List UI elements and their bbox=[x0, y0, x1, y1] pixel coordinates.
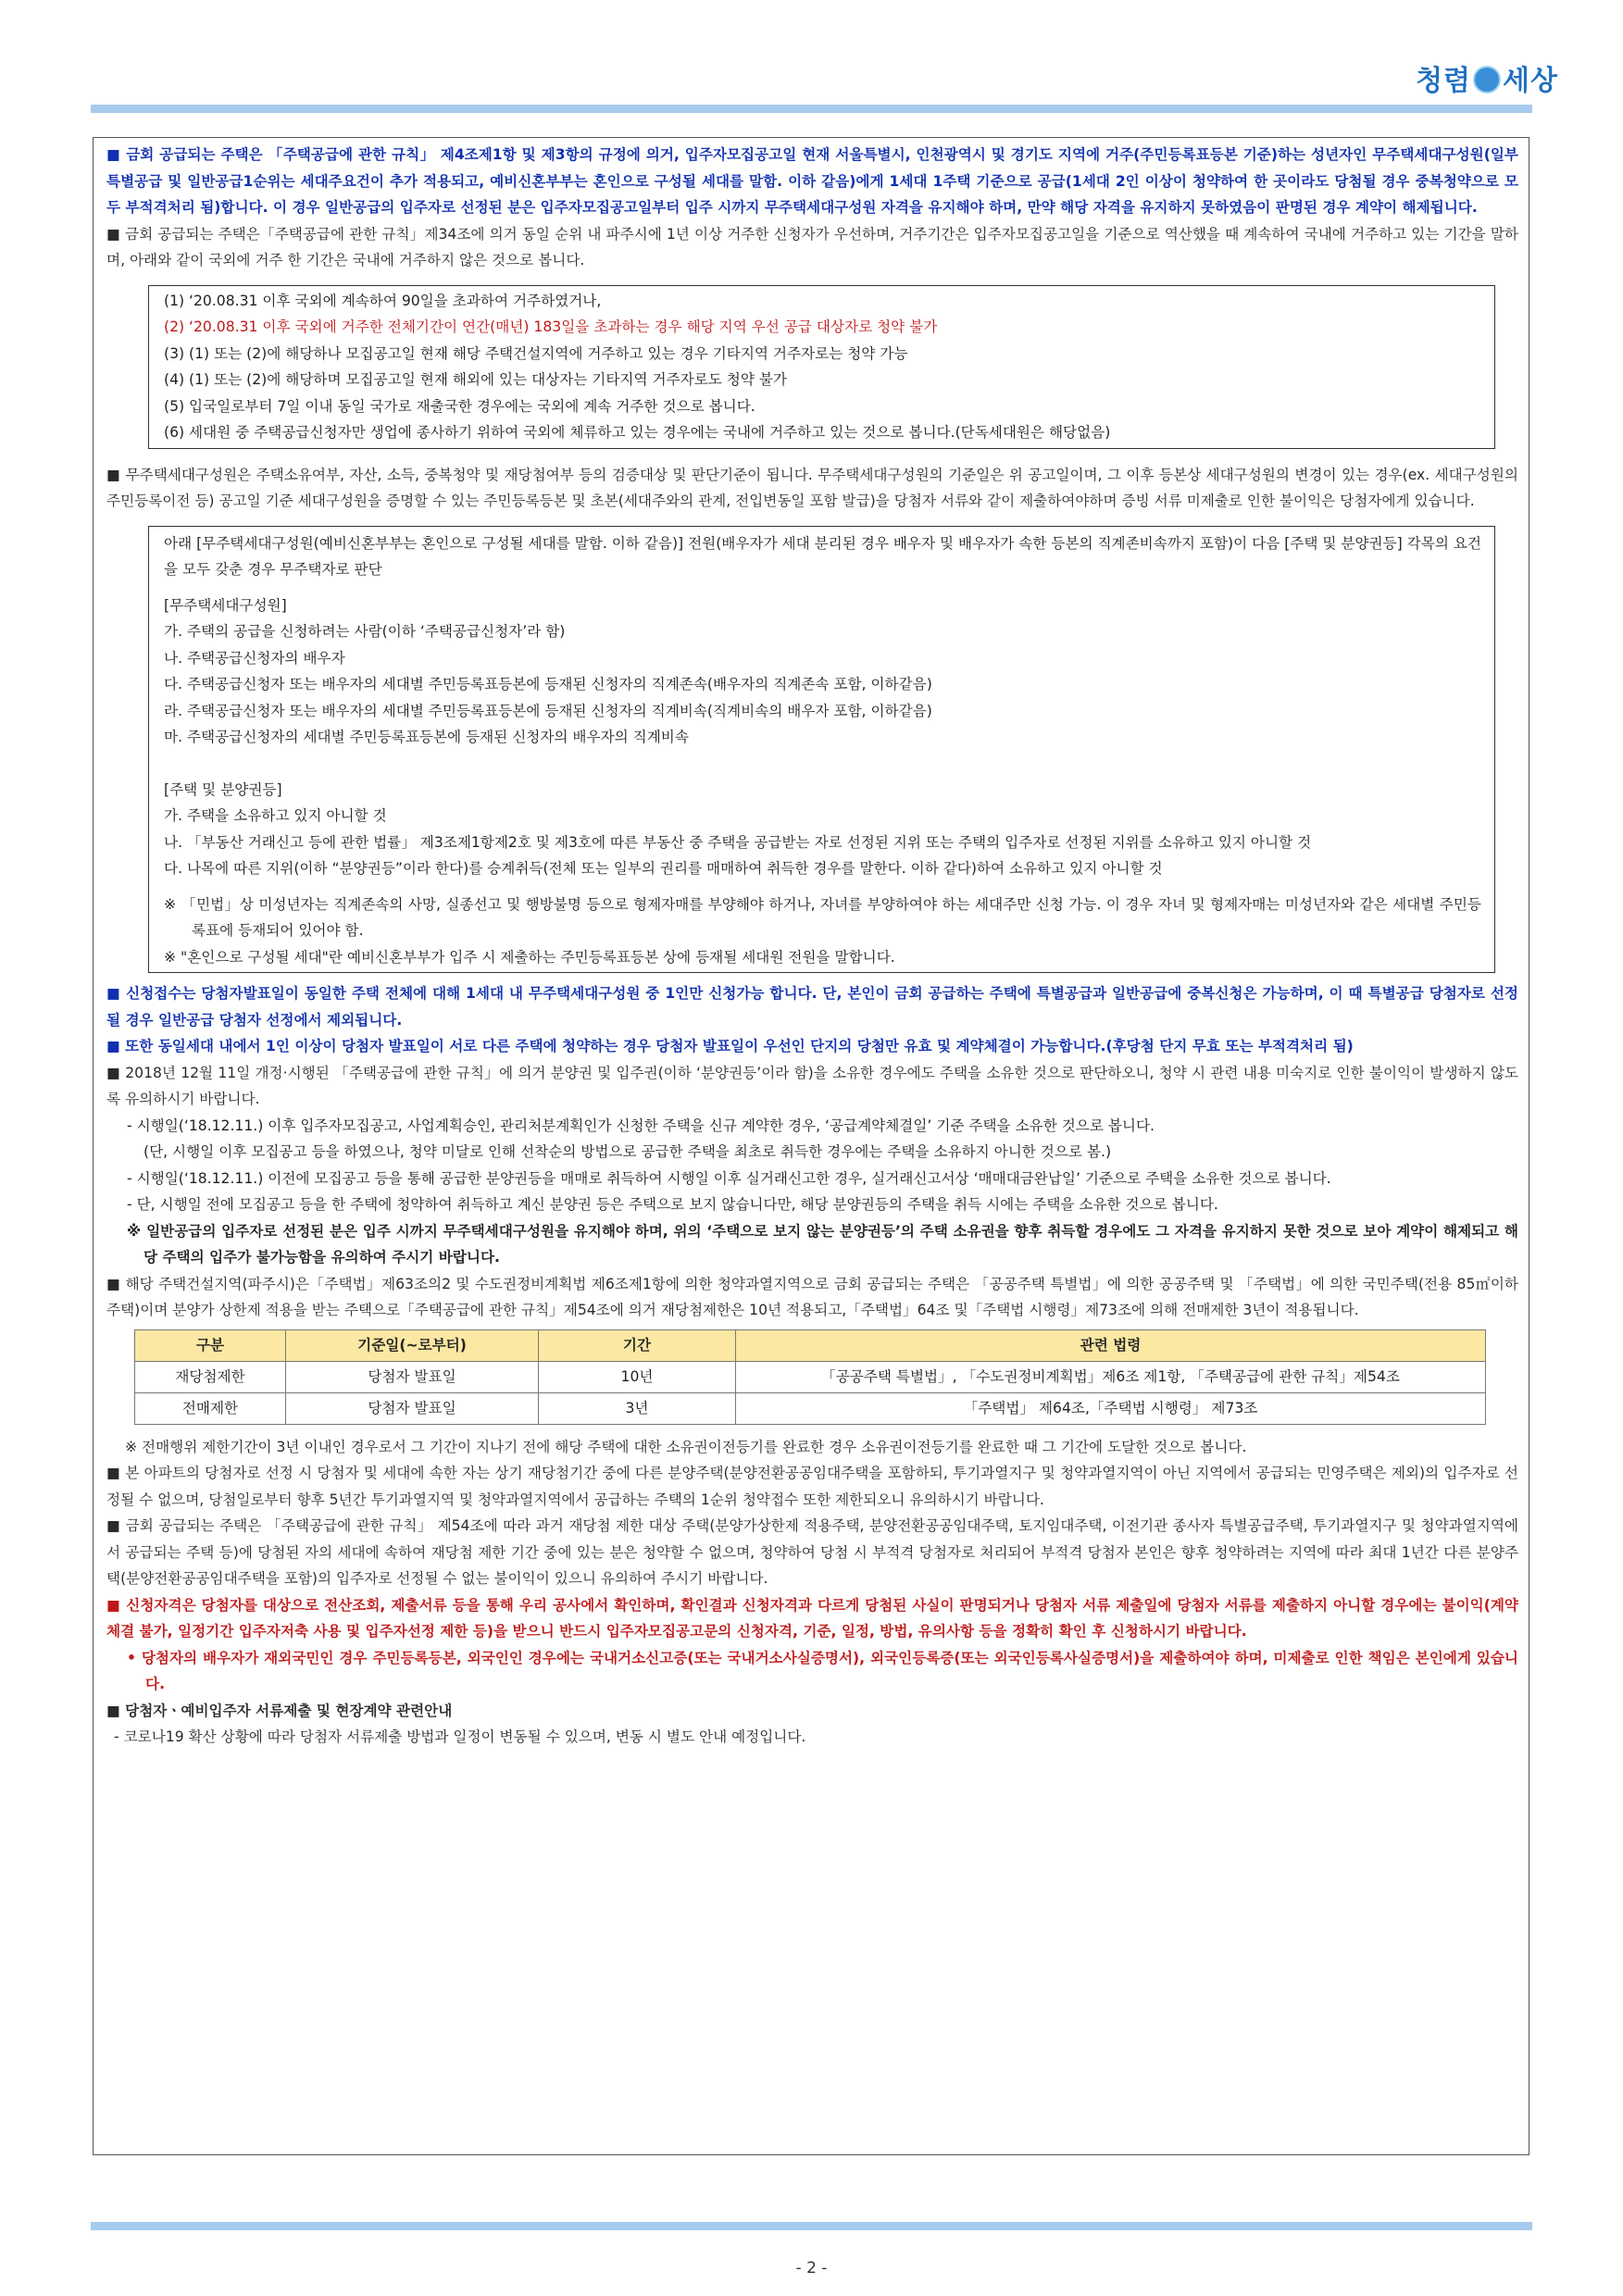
table-header: 관련 법령 bbox=[736, 1329, 1486, 1361]
homeless-criteria-box bbox=[148, 526, 1495, 974]
table-cell: 3년 bbox=[539, 1392, 736, 1424]
notice-restrictions: ■ 해당 주택건설지역(파주시)은「주택법」제63조의2 및 수도권정비계획법 제6조제1항에 의한 청약과열지역으로 금회 공급되는 주택은 「공공주택 특별법」에 의한 공공주택 및 「주택법」에 의한 국민주택(전용 85㎡이하 주택)이며 분양가 상한제 적용을 받는 주택으로「주택공급에 관한 규칙」제54조에 의거 재당첨제한은 10년 적용되고,「주택법」64조 및「주택법 시행령」제73조에 의해 전매제한 3년이 적용됩니다. bbox=[106, 1275, 1518, 1318]
box-line: (3) (1) 또는 (2)에 해당하나 모집공고일 현재 해당 주택건설지역에 거주하고 있는 경우 기타지역 거주자로는 청약 가능 bbox=[164, 344, 908, 362]
criteria-item: 마. 주택공급신청자의 세대별 주민등록표등본에 등재된 신청자의 배우자의 직계비속 bbox=[164, 729, 689, 745]
page-number: - 2 - bbox=[795, 2259, 828, 2277]
table-cell: 당첨자 발표일 bbox=[286, 1361, 539, 1392]
criteria-item: 가. 주택을 소유하고 있지 아니할 것 bbox=[164, 807, 387, 824]
notice-contract-item: - 코로나19 확산 상황에 따라 당첨자 서류제출 방법과 일정이 변동될 수 있으며, 변동 시 별도 안내 예정입니다. bbox=[114, 1728, 806, 1745]
notice-spouse-documents: • 당첨자의 배우자가 재외국민인 경우 주민등록등본, 외국인인 경우에는 국내거소신고증(또는 국내거소사실증명서), 외국인등록증(또는 외국인등록사실증명서)을 제출하여야 하며, 미제출로 인한 책임은 본인에게 있습니다. bbox=[127, 1649, 1518, 1692]
presale-item: - 단, 시행일 전에 모집공고 등을 한 주택에 청약하여 취득하고 계신 분양권 등은 주택으로 보지 않습니다만, 해당 분양권등의 주택을 취득 시에는 주택을 소유한 것으로 봅니다. bbox=[127, 1196, 1218, 1213]
table-header: 구분 bbox=[135, 1329, 286, 1361]
logo-emblem-icon bbox=[1473, 66, 1501, 94]
notice-past-winners: ■ 금회 공급되는 주택은 「주택공급에 관한 규칙」 제54조에 따라 과거 재당첨 제한 대상 주택(분양가상한제 적용주택, 분양전환공공임대주택, 토지임대주택, 이전기관 종사자 특별공급주택, 투기과열지구 및 청약과열지역에서 공급되는 주택 등)에 당첨된 자의 세대에 속하여 재당첨 제한 기간 중에 있는 분은 청약할 수 없으며, 청약하여 당첨 시 부적격 당첨자로 처리되어 부적격 당첨자 본인은 향후 청약하려는 지역에 따라 최대 1년간 다른 분양주택(분양전환공공임대주택을 포함)의 입주자로 선정될 수 없는 불이익이 있으니 유의하여 주시기 바랍니다. bbox=[106, 1517, 1518, 1587]
criteria-item: 라. 주택공급신청자 또는 배우자의 세대별 주민등록표등본에 등재된 신청자의 직계비속(직계비속의 배우자 포함, 이하같음) bbox=[164, 702, 932, 719]
overseas-residence-box bbox=[148, 285, 1495, 449]
criteria-item: 다. 주택공급신청자 또는 배우자의 세대별 주민등록표등본에 등재된 신청자의 직계존속(배우자의 직계존속 포함, 이하같음) bbox=[164, 676, 932, 693]
presale-rights-list bbox=[106, 1113, 1518, 1271]
criteria-item: 나. 「부동산 거래신고 등에 관한 법률」 제3조제1항제2호 및 제3호에 따른 부동산 중 주택을 공급받는 자로 선정된 지위 또는 주택의 입주자로 선정된 지위를 소유하고 있지 아니할 것 bbox=[164, 833, 1312, 851]
document-body bbox=[106, 142, 1518, 1751]
notice-eligibility-check: ■ 신청자격은 당첨자를 대상으로 전산조회, 제출서류 등을 통해 우리 공사에서 확인하며, 확인결과 신청자격과 다르게 당첨된 사실이 판명되거나 당첨자 서류 제출일에 당첨자 서류를 제출하지 아니할 경우에는 불이익(계약체결 불가, 일정기간 입주자저축 사용 및 입주자선정 제한 등)을 받으니 반드시 입주자모집공고문의 신청자격, 기준, 일정, 방법, 유의사항 등을 정확히 확인 후 신청하시기 바랍니다. bbox=[106, 1596, 1518, 1640]
logo bbox=[1416, 57, 1558, 98]
notice-one-per-household: ■ 신청접수는 당첨자발표일이 동일한 주택 전체에 대해 1세대 내 무주택세대구성원 중 1인만 신청가능 합니다. 단, 본인이 금회 공급하는 주택에 특별공급과 일반공급에 중복신청은 가능하며, 이 때 특별공급 당첨자로 선정될 경우 일반공급 당첨자 선정에서 제외됩니다. bbox=[106, 985, 1518, 1029]
bottom-divider bbox=[91, 2222, 1532, 2230]
box-line: (1) ‘20.08.31 이후 국외에 계속하여 90일을 초과하여 거주하였거나, bbox=[164, 292, 602, 309]
notice-announcement-date: ■ 또한 동일세대 내에서 1인 이상이 당첨자 발표일이 서로 다른 주택에 청약하는 경우 당첨자 발표일이 우선인 단지의 당첨만 유효 및 계약체결이 가능합니다.(후당첨 단지 무효 또는 부적격처리 됨) bbox=[106, 1038, 1354, 1054]
presale-note: ※ 일반공급의 입주자로 선정된 분은 입주 시까지 무주택세대구성원을 유지해야 하며, 위의 ‘주택으로 보지 않는 분양권등’의 주택 소유권을 향후 취득할 경우에도 그 자격을 유지하지 못한 것으로 보아 계약이 해제되고 해당 주택의 입주가 불가능함을 유의하여 주시기 바랍니다. bbox=[127, 1222, 1518, 1266]
criteria-item: 다. 나목에 따른 지위(이하 “분양권등”이라 한다)를 승계취득(전체 또는 일부의 권리를 매매하여 취득한 경우를 말한다. 이하 같다)하여 소유하고 있지 아니할 것 bbox=[164, 860, 1163, 877]
table-cell: 10년 bbox=[539, 1361, 736, 1392]
presale-item: - 시행일(‘18.12.11.) 이전에 모집공고 등을 통해 공급한 분양권등을 매매로 취득하여 시행일 이후 실거래신고한 경우, 실거래신고서상 ‘매매대금완납일’ 기준으로 주택을 소유한 것으로 봅니다. bbox=[127, 1169, 1331, 1187]
notice-rewinning: ■ 본 아파트의 당첨자로 선정 시 당첨자 및 세대에 속한 자는 상기 재당첨기간 중에 다른 분양주택(분양전환공공임대주택을 포함하되, 투기과열지구 및 청약과열지역이 아닌 지역에서 공급되는 민영주택은 제외)의 입주자로 선정될 수 없으며, 당첨일로부터 향후 5년간 투기과열지역 및 청약과열지역에서 공급하는 주택의 1순위 청약접수 또한 제한되오니 유의하시기 바랍니다. bbox=[106, 1465, 1518, 1508]
presale-item: - 시행일(‘18.12.11.) 이후 입주자모집공고, 사업계획승인, 관리처분계획인가 신청한 주택을 신규 계약한 경우, ‘공급계약체결일’ 기준 주택을 소유한 것으로 봅니다. bbox=[127, 1117, 1155, 1134]
logo-text: 청렴 bbox=[1416, 65, 1472, 97]
notice-contract-heading: ■ 당첨자ㆍ예비입주자 서류제출 및 현장계약 관련안내 bbox=[106, 1702, 453, 1719]
criteria-item: 나. 주택공급신청자의 배우자 bbox=[164, 649, 345, 667]
notice-presale-rights: ■ 2018년 12월 11일 개정·시행된 「주택공급에 관한 규칙」에 의거 분양권 및 입주권(이하 ‘분양권등’이라 함)을 소유한 경우에도 주택을 소유한 것으로 판단하오니, 청약 시 관련 내용 미숙지로 인한 불이익이 발생하지 않도록 유의하시기 바랍니다. bbox=[106, 1064, 1518, 1107]
logo-text-2: 세상 bbox=[1503, 65, 1558, 97]
box-line: (5) 입국일로부터 7일 이내 동일 국가로 재출국한 경우에는 국외에 계속 거주한 것으로 봅니다. bbox=[164, 397, 755, 415]
box-line: (4) (1) 또는 (2)에 해당하며 모집공고일 현재 해외에 있는 대상자는 기타지역 거주자로도 청약 불가 bbox=[164, 371, 787, 388]
box-line: (2) ‘20.08.31 이후 국외에 거주한 전체기간이 연간(매년) 183일을 초과하는 경우 해당 지역 우선 공급 대상자로 청약 불가 bbox=[164, 318, 938, 335]
table-row bbox=[135, 1361, 1486, 1392]
table-cell: 당첨자 발표일 bbox=[286, 1392, 539, 1424]
table-header: 기준일(~로부터) bbox=[286, 1329, 539, 1361]
resale-note: ※ 전매행위 제한기간이 3년 이내인 경우로서 그 기간이 지나기 전에 해당 주택에 대한 소유권이전등기를 완료한 경우 소유권이전등기를 완료한 때 그 기간에 도달한 것으로 봅니다. bbox=[125, 1438, 1247, 1455]
criteria-note: ※ "혼인으로 구성될 세대"란 예비신혼부부가 입주 시 제출하는 주민등록표등본 상에 등재될 세대원 전원을 말합니다. bbox=[164, 948, 895, 966]
notice-priority-residence: ■ 금회 공급되는 주택은「주택공급에 관한 규칙」제34조에 의거 동일 순위 내 파주시에 1년 이상 거주한 신청자가 우선하며, 거주기간은 입주자모집공고일을 기준으로 역산했을 때 계속하여 국내에 거주하고 있는 기간을 말하며, 아래와 같이 국외에 거주 한 기간은 국내에 거주하지 않은 것으로 봅니다. bbox=[106, 225, 1518, 268]
criteria-note: ※ 「민법」상 미성년자는 직계존속의 사망, 실종선고 및 행방불명 등으로 형제자매를 부양해야 하거나, 자녀를 부양하여야 하는 세대주만 신청 가능. 이 경우 자녀 및 형제자매는 미성년자와 같은 세대별 주민등록표에 등재되어 있어야 함. bbox=[164, 895, 1481, 939]
notice-residency: ■ 금회 공급되는 주택은 「주택공급에 관한 규칙」 제4조제1항 및 제3항의 규정에 의거, 입주자모집공고일 현재 서울특별시, 인천광역시 및 경기도 지역에 거주(주민등록표등본 기준)하는 성년자인 무주택세대구성원(일부 특별공급 및 일반공급1순위는 세대주요건이 추가 적용되고, 예비신혼부부는 혼인으로 구성될 세대를 말함. 이하 같음)에게 1세대 1주택 기준으로 공급(1세대 2인 이상이 청약하여 한 곳이라도 당첨될 경우 중복청약으로 모두 부적격처리 됨)합니다. 이 경우 일반공급의 입주자로 선정된 분은 입주자모집공고일부터 입주 시까지 무주택세대구성원 자격을 유지해야 하며, 만약 해당 자격을 유지하지 못하였음이 판명된 경우 계약이 해제됩니다. bbox=[106, 146, 1518, 216]
presale-item: (단, 시행일 이후 모집공고 등을 하였으나, 청약 미달로 인해 선착순의 방법으로 공급한 주택을 최초로 취득한 경우에는 주택을 소유하지 아니한 것으로 봄.) bbox=[144, 1143, 1112, 1160]
criteria-heading-housing: [주택 및 분양권등] bbox=[164, 780, 282, 798]
table-cell: 「주택법」 제64조,「주택법 시행령」 제73조 bbox=[736, 1392, 1486, 1424]
restriction-table bbox=[134, 1329, 1486, 1425]
criteria-intro: 아래 [무주택세대구성원(예비신혼부부는 혼인으로 구성될 세대를 말함. 이하 같음)] 전원(배우자가 세대 분리된 경우 배우자 및 배우자가 속한 등본의 직계존비속까지 포함)이 다음 [주택 및 분양권등] 각목의 요건을 모두 갖춘 경우 무주택자로 판단 bbox=[164, 534, 1481, 578]
table-row bbox=[135, 1392, 1486, 1424]
criteria-item: 가. 주택의 공급을 신청하려는 사람(이하 ‘주택공급신청자’라 함) bbox=[164, 623, 566, 640]
table-header: 기간 bbox=[539, 1329, 736, 1361]
table-cell: 재당첨제한 bbox=[135, 1361, 286, 1392]
table-cell: 전매제한 bbox=[135, 1392, 286, 1424]
table-header-row bbox=[135, 1329, 1486, 1361]
table-cell: 「공공주택 특별법」, 「수도권정비계획법」제6조 제1항, 「주택공급에 관한 규칙」제54조 bbox=[736, 1361, 1486, 1392]
top-divider bbox=[91, 105, 1532, 113]
criteria-heading-household: [무주택세대구성원] bbox=[164, 596, 287, 614]
notice-homeless-household: ■ 무주택세대구성원은 주택소유여부, 자산, 소득, 중복청약 및 재당첨여부 등의 검증대상 및 판단기준이 됩니다. 무주택세대구성원의 기준일은 위 공고일이며, 그 이후 등본상 세대구성원의 변경이 있는 경우(ex. 세대구성원의 주민등록이전 등) 공고일 기준 세대구성원을 증명할 수 있는 주민등록등본 및 초본(세대주와의 관계, 전입변동일 포함 발급)을 당첨자 서류와 같이 제출하여야하며 증빙 서류 미제출로 인한 불이익은 당첨자에게 있습니다. bbox=[106, 466, 1518, 509]
box-line: (6) 세대원 중 주택공급신청자만 생업에 종사하기 위하여 국외에 체류하고 있는 경우에는 국내에 거주하고 있는 것으로 봅니다.(단독세대원은 해당없음) bbox=[164, 424, 1111, 441]
